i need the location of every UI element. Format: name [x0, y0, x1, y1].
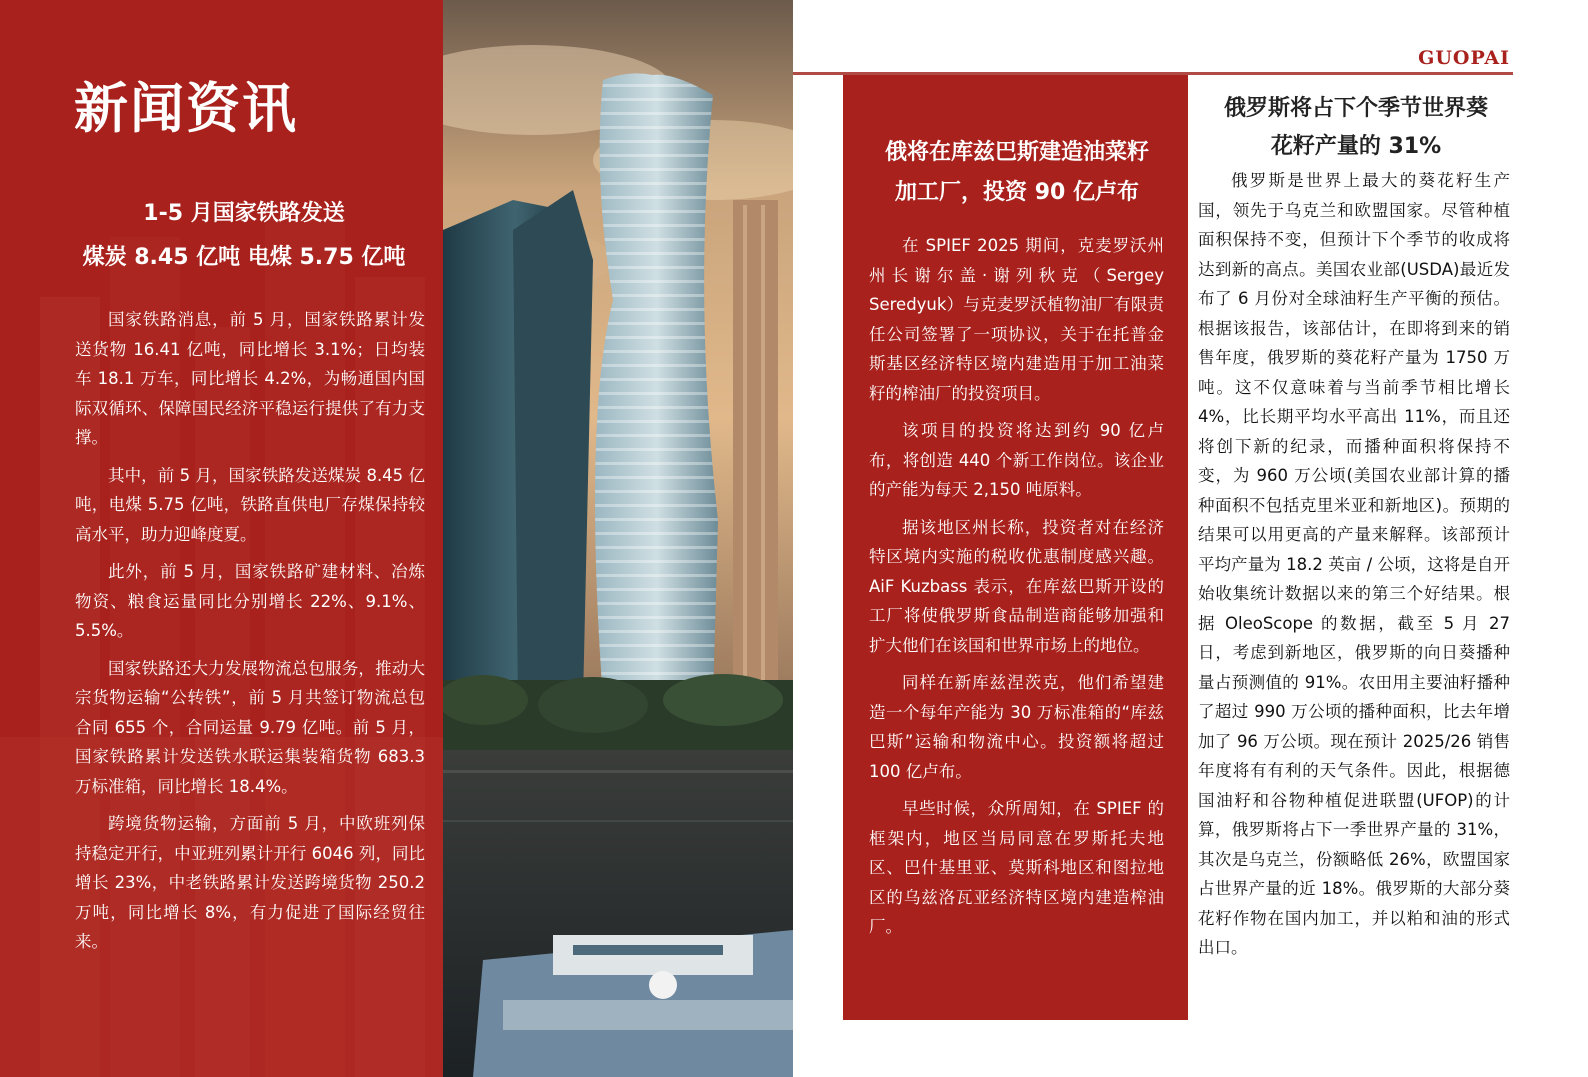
- paragraph: 此外，前 5 月，国家铁路矿建材料、冶炼物资、粮食运量同比分别增长 22%、9.1%、5.5%。: [75, 562, 425, 640]
- right-article-headline: [1196, 90, 1516, 166]
- section-title: 新闻资讯: [74, 77, 298, 140]
- left-headline-line1: 1-5 月国家铁路发送: [143, 201, 345, 226]
- brand-logo-text: GUOPAI: [1418, 47, 1510, 69]
- paragraph: 在 SPIEF 2025 期间，克麦罗沃州州长谢尔盖·谢列秋克（Sergey Seredyuk）与克麦罗沃植物油厂有限责任公司签署了一项协议，关于在托普金斯基区经济特区境内建造用于加工油菜籽的榨油厂的投资项目。: [869, 236, 1164, 403]
- paragraph: 俄罗斯是世界上最大的葵花籽生产国，领先于乌克兰和欧盟国家。尽管种植面积保持不变，但预计下个季节的收成将达到新的高点。美国农业部(USDA)最近发布了 6 月份对全球油籽生产平衡的预估。根据该报告，该部估计，在即将到来的销售年度，俄罗斯的葵花籽产量为 1750 万吨。这不仅意味着与当前季节相比增长 4%，比长期平均水平高出 11%，而且还将创下新的纪录，而播种面积将保持不变，为 960 万公顷(美国农业部计算的播种面积不包括克里米亚和新地区)。预期的结果可以用更高的产量来解释。该部预计平均产量为 18.2 英亩 / 公顷，这将是自开始收集统计数据以来的第三个好结果。根据 OleoScope 的数据，截至 5 月 27 日，考虑到新地区，俄罗斯的向日葵播种量占预测值的 91%。农田用主要油籽播种了超过 990 万公顷的播种面积，比去年增加了 96 万公顷。现在预计 2025/26 销售年度将有有利的天气条件。因此，根据德国油籽和谷物种植促进联盟(UFOP)的计算，俄罗斯将占下一季世界产量的 31%，其次是乌克兰，份额略低 26%，欧盟国家占世界产量的近 18%。俄罗斯的大部分葵花籽作物在国内加工，并以粕和油的形式出口。: [1198, 171, 1510, 957]
- left-article-body: [75, 305, 425, 965]
- paragraph: 跨境货物运输，方面前 5 月，中欧班列保持稳定开行，中亚班列累计开行 6046 列，同比增长 23%，中老铁路累计发送跨境货物 250.2 万吨，同比增长 8%，有力促进了国际经贸往来。: [75, 814, 425, 951]
- paragraph: 其中，前 5 月，国家铁路发送煤炭 8.45 亿吨，电煤 5.75 亿吨，铁路直供电厂存煤保持较高水平，助力迎峰度夏。: [75, 465, 425, 544]
- paragraph: 据该地区州长称，投资者对在经济特区境内实施的税收优惠制度感兴趣。AiF Kuzbass 表示，在库兹巴斯开设的工厂将使俄罗斯食品制造商能够加强和扩大他们在该国和世界市场上的地位。: [869, 517, 1164, 655]
- left-article-headline: [60, 192, 428, 280]
- paragraph: 早些时候，众所周知，在 SPIEF 的框架内，地区当局同意在罗斯托夫地区、巴什基里亚、莫斯科地区和图拉地区的乌兹洛瓦亚经济特区境内建造榨油厂。: [869, 799, 1164, 936]
- middle-article-body: [869, 231, 1164, 950]
- left-news-panel: [0, 0, 443, 1077]
- right-headline-line1: 俄罗斯将占下个季节世界葵: [1223, 96, 1488, 121]
- middle-headline-line2: 加工厂，投资 90 亿卢布: [895, 180, 1139, 205]
- middle-article-headline: [857, 133, 1177, 213]
- skyscraper-photo: [443, 0, 793, 1077]
- left-headline-line2: 煤炭 8.45 亿吨 电煤 5.75 亿吨: [82, 245, 406, 270]
- paragraph: 同样在新库兹涅茨克，他们希望建造一个每年产能为 30 万标准箱的“库兹巴斯”运输和物流中心。投资额将超过 100 亿卢布。: [869, 673, 1164, 781]
- paragraph: 国家铁路还大力发展物流总包服务，推动大宗货物运输“公转铁”，前 5 月共签订物流总包合同 655 个，合同运量 9.79 亿吨。前 5 月，国家铁路累计发送铁水联运集装箱货物 683.3 万标准箱，同比增长 18.4%。: [75, 658, 425, 796]
- middle-article-box: [843, 75, 1188, 1020]
- paragraph: 该项目的投资将达到约 90 亿卢布，将创造 440 个新工作岗位。该企业的产能为每天 2,150 吨原料。: [869, 421, 1164, 499]
- paragraph: 国家铁路消息，前 5 月，国家铁路累计发送货物 16.41 亿吨，同比增长 3.1%；日均装车 18.1 万车，同比增长 4.2%，为畅通国内国际双循环、保障国民经济平稳运行提供了有力支撑。: [75, 310, 425, 447]
- skyscraper-illustration: [443, 0, 793, 1077]
- right-article-body: [1198, 166, 1510, 971]
- right-headline-line2: 花籽产量的 31%: [1270, 134, 1442, 159]
- middle-headline-line1: 俄将在库兹巴斯建造油菜籽: [884, 140, 1149, 165]
